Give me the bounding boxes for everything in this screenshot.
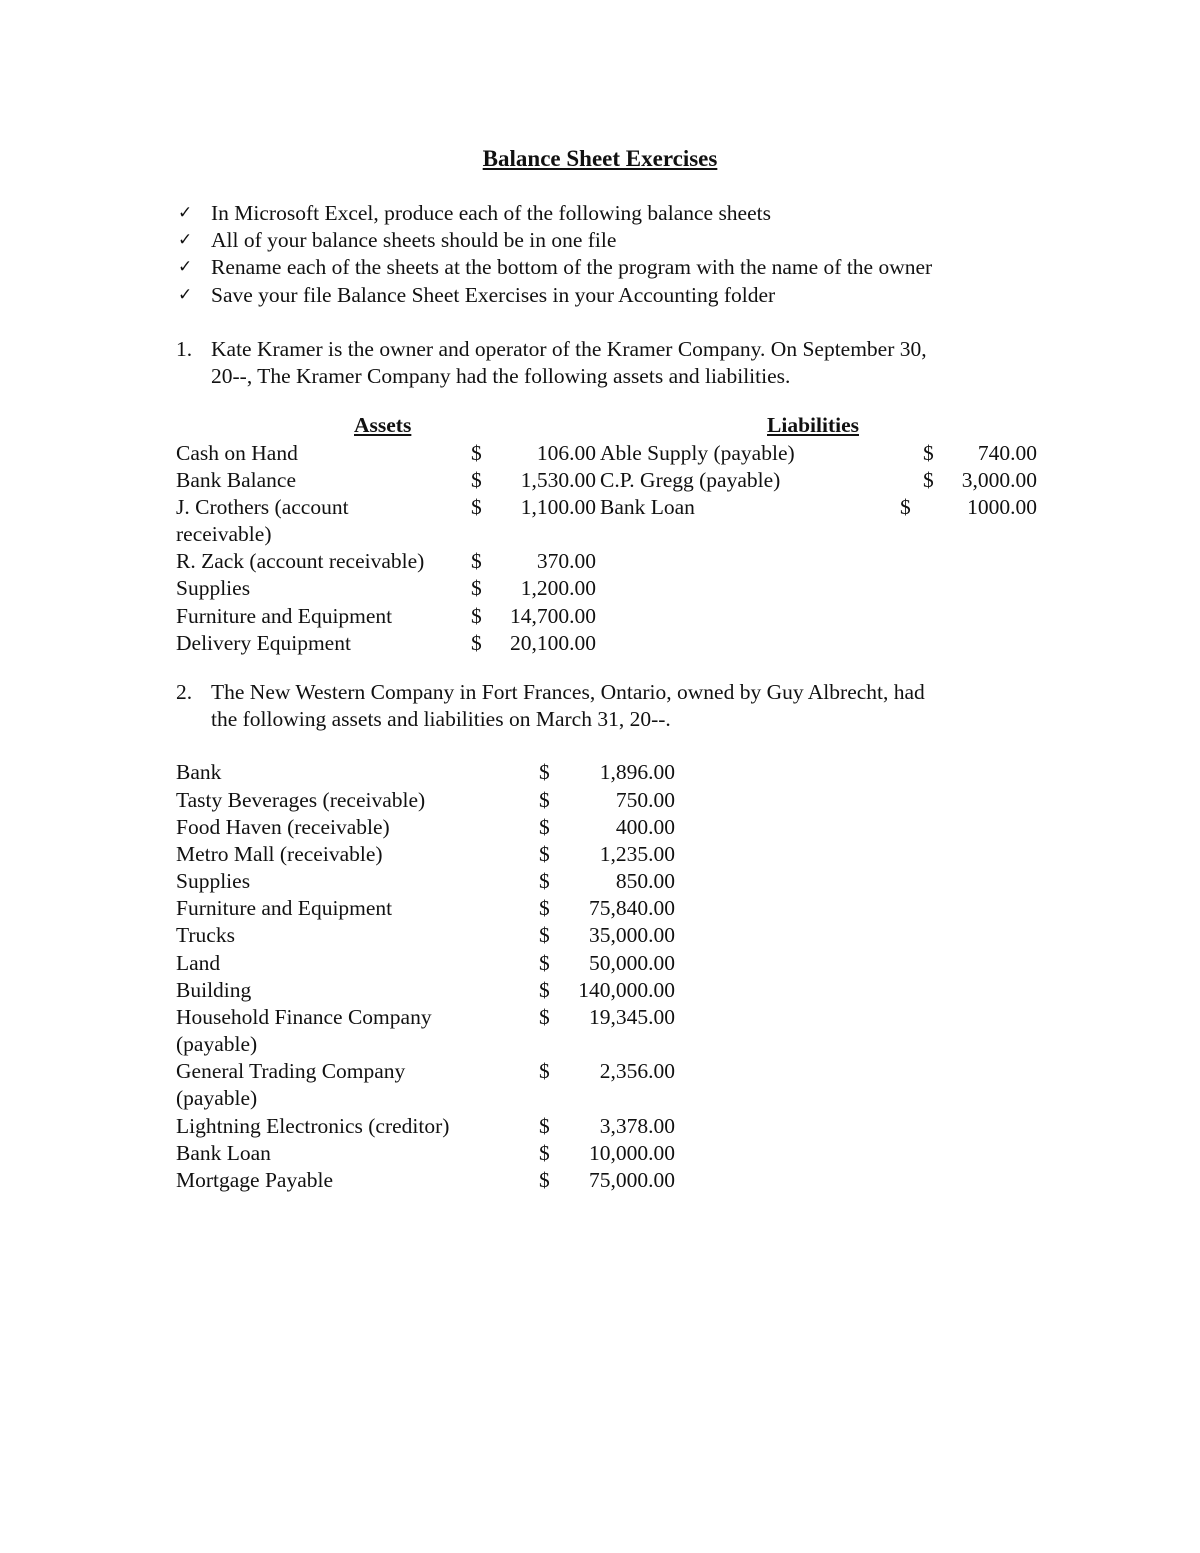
asset-label: R. Zack (account receivable) — [176, 549, 425, 573]
item-label: Metro Mall (receivable) — [176, 842, 383, 866]
asset-amount: 370.00 — [536, 549, 596, 573]
asset-currency: $ — [471, 495, 482, 519]
liability-label: Able Supply (payable) — [600, 441, 795, 465]
item-label: (payable) — [176, 1086, 258, 1110]
asset-amount: 1,200.00 — [520, 576, 596, 600]
item-currency: $ — [539, 951, 550, 975]
item-amount: 1,235.00 — [599, 842, 675, 866]
item-label: General Trading Company — [176, 1059, 406, 1083]
asset-label: Furniture and Equipment — [176, 604, 393, 628]
item-label: Tasty Beverages (receivable) — [176, 788, 426, 812]
liability-currency: $ — [923, 441, 934, 465]
asset-currency: $ — [471, 549, 482, 573]
liability-amount: 3,000.00 — [961, 468, 1037, 492]
asset-label: Cash on Hand — [176, 441, 298, 465]
item-amount: 75,840.00 — [589, 896, 675, 920]
item-label: Household Finance Company — [176, 1005, 432, 1029]
item-label: Bank Loan — [176, 1141, 271, 1165]
item-label: Land — [176, 951, 221, 975]
asset-amount: 1,530.00 — [520, 468, 596, 492]
asset-currency: $ — [471, 441, 482, 465]
item-label: (payable) — [176, 1032, 258, 1056]
checkmark-icon: ✓ — [178, 257, 193, 277]
liability-label: C.P. Gregg (payable) — [600, 468, 781, 492]
item-amount: 10,000.00 — [589, 1141, 675, 1165]
liability-amount: 740.00 — [977, 441, 1037, 465]
item-currency: $ — [539, 1005, 550, 1029]
item-currency: $ — [539, 1059, 550, 1083]
item-currency: $ — [539, 1168, 550, 1192]
exercise-text: the following assets and liabilities on March 31, 20--. — [211, 707, 671, 731]
exercise-text: Kate Kramer is the owner and operator of the Kramer Company. On September 30, — [211, 337, 927, 361]
item-currency: $ — [539, 815, 550, 839]
bullet-item: All of your balance sheets should be in one file — [211, 228, 617, 252]
item-amount: 50,000.00 — [589, 951, 675, 975]
item-amount: 2,356.00 — [599, 1059, 675, 1083]
item-amount: 750.00 — [615, 788, 675, 812]
liability-currency: $ — [923, 468, 934, 492]
item-label: Building — [176, 978, 252, 1002]
bullet-item: Rename each of the sheets at the bottom of the program with the name of the owner — [211, 255, 933, 279]
item-amount: 1,896.00 — [599, 760, 675, 784]
checkmark-icon: ✓ — [178, 203, 193, 223]
liability-currency: $ — [900, 495, 911, 519]
asset-amount: 14,700.00 — [510, 604, 596, 628]
item-amount: 850.00 — [615, 869, 675, 893]
item-label: Furniture and Equipment — [176, 896, 393, 920]
item-currency: $ — [539, 842, 550, 866]
item-currency: $ — [539, 1141, 550, 1165]
exercise-number: 2. — [176, 680, 193, 704]
item-amount: 75,000.00 — [589, 1168, 675, 1192]
item-amount: 19,345.00 — [589, 1005, 675, 1029]
bullet-item: In Microsoft Excel, produce each of the following balance sheets — [211, 201, 771, 225]
asset-currency: $ — [471, 604, 482, 628]
item-currency: $ — [539, 869, 550, 893]
asset-amount: 20,100.00 — [510, 631, 596, 655]
asset-label: Supplies — [176, 576, 251, 600]
item-label: Bank — [176, 760, 222, 784]
checkmark-icon: ✓ — [178, 230, 193, 250]
item-amount: 140,000.00 — [578, 978, 675, 1002]
item-amount: 3,378.00 — [599, 1114, 675, 1138]
asset-currency: $ — [471, 576, 482, 600]
item-amount: 400.00 — [615, 815, 675, 839]
liability-label: Bank Loan — [600, 495, 695, 519]
asset-amount: 1,100.00 — [520, 495, 596, 519]
page-title: Balance Sheet Exercises — [482, 146, 718, 171]
item-currency: $ — [539, 788, 550, 812]
item-label: Food Haven (receivable) — [176, 815, 390, 839]
item-label: Lightning Electronics (creditor) — [176, 1114, 450, 1138]
asset-label: Bank Balance — [176, 468, 296, 492]
item-label: Mortgage Payable — [176, 1168, 334, 1192]
item-currency: $ — [539, 896, 550, 920]
exercise-text: 20--, The Kramer Company had the following assets and liabilities. — [211, 364, 791, 388]
asset-currency: $ — [471, 631, 482, 655]
exercise-number: 1. — [176, 337, 193, 361]
assets-header: Assets — [354, 413, 412, 437]
item-currency: $ — [539, 1114, 550, 1138]
item-currency: $ — [539, 923, 550, 947]
liability-amount: 1000.00 — [967, 495, 1037, 519]
asset-currency: $ — [471, 468, 482, 492]
item-label: Trucks — [176, 923, 235, 947]
asset-label: J. Crothers (account — [176, 495, 349, 519]
checkmark-icon: ✓ — [178, 285, 193, 305]
liabilities-header: Liabilities — [767, 413, 859, 437]
asset-amount: 106.00 — [536, 441, 596, 465]
asset-label: Delivery Equipment — [176, 631, 351, 655]
asset-label: receivable) — [176, 522, 272, 546]
exercise-text: The New Western Company in Fort Frances, Ontario, owned by Guy Albrecht, had — [211, 680, 925, 704]
bullet-item: Save your file Balance Sheet Exercises in your Accounting folder — [211, 283, 776, 307]
item-currency: $ — [539, 760, 550, 784]
item-currency: $ — [539, 978, 550, 1002]
item-amount: 35,000.00 — [589, 923, 675, 947]
item-label: Supplies — [176, 869, 251, 893]
